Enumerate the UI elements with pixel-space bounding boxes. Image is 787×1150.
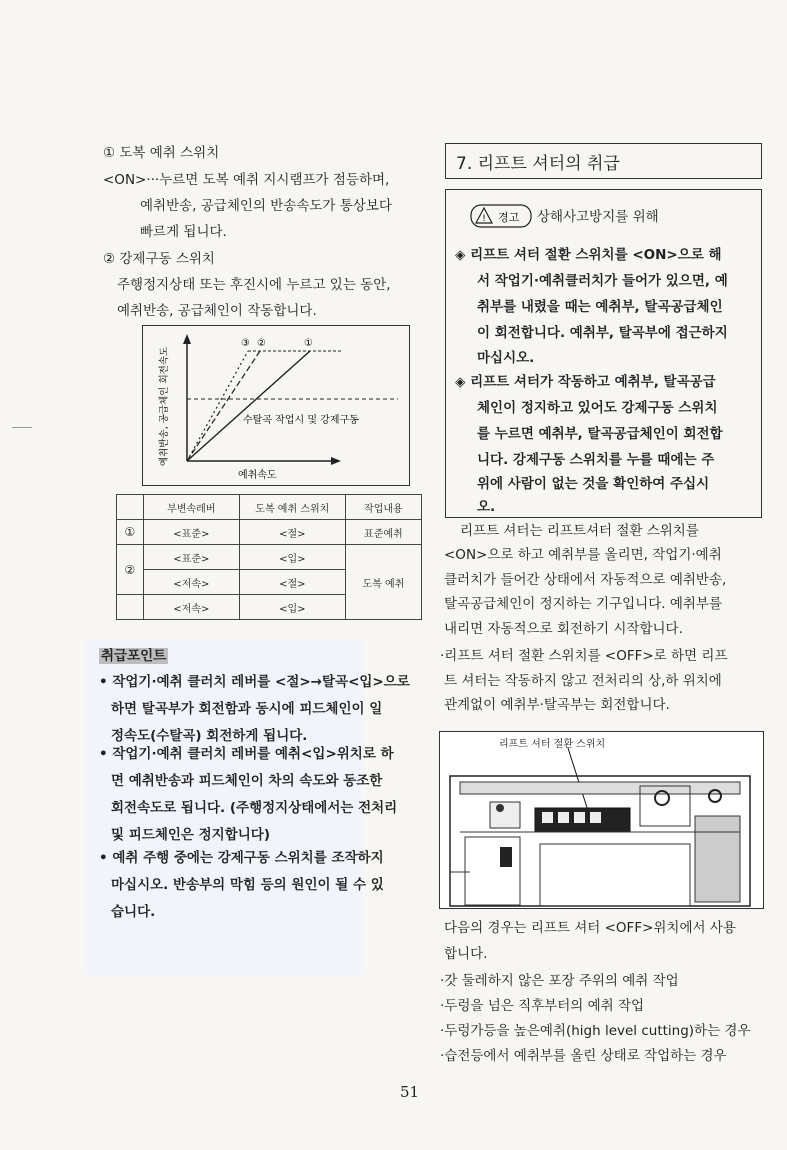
graph-x-label: 예취속도 [238, 470, 277, 481]
point-line: 및 피드체인은 정지합니다) [111, 827, 271, 843]
caution-badge [470, 204, 532, 232]
table-cell: <저속> [143, 570, 239, 595]
para1-line: <ON>으로 하고 예취부를 올리면, 작업기·예취 [444, 547, 722, 563]
table-cell: 도복 예취 [345, 545, 421, 620]
page-number: 51 [400, 1083, 420, 1101]
caution-badge-svg [470, 204, 532, 228]
row-label: ① [117, 520, 144, 545]
switch1-line: <ON>···누르면 도복 예취 지시램프가 점등하며, [103, 172, 390, 188]
point-line: 정속도(수탈곡) 회전하게 됩니다. [111, 728, 308, 744]
margin-mark [12, 427, 32, 428]
switch1-line: 빠르게 됩니다. [140, 224, 227, 240]
para1-line: 리프트 셔터는 리프트셔터 절환 스위치를 [460, 523, 699, 539]
table-cell: <절> [239, 570, 345, 595]
marker-2: ② [257, 338, 266, 349]
table-cell: <입> [239, 545, 345, 570]
table-row [117, 545, 422, 570]
section-title-box [445, 143, 762, 179]
caution-line: 니다. 강제구동 스위치를 누를 때에는 주 [477, 452, 715, 468]
switch1-line: 예취반송, 공급체인의 반송속도가 통상보다 [140, 198, 392, 214]
table-header: 작업내용 [345, 495, 421, 520]
table-cell: 표준예취 [345, 520, 421, 545]
usage-item: ·습전등에서 예취부를 올린 상태로 작업하는 경우 [440, 1048, 727, 1064]
row-label: ② [117, 545, 144, 595]
para3-line: 합니다. [444, 946, 488, 962]
point-line: • 예취 주행 중에는 강제구동 스위치를 조작하지 [99, 850, 384, 866]
point-line: 마십시오. 반송부의 막힘 등의 원인이 될 수 있 [111, 877, 384, 893]
graph-y-label: 예취반송, 공급체인 회전속도 [159, 346, 170, 466]
point-line: 면 예취반송과 피드체인이 차의 속도와 동조한 [111, 773, 383, 789]
line-3 [187, 351, 248, 461]
caution-line: 이 회전합니다. 예취부, 탈곡부에 접근하지 [477, 325, 728, 341]
points-heading-label: 취급포인트 [101, 648, 167, 664]
point-line: 습니다. [111, 904, 156, 920]
table-cell: <절> [239, 520, 345, 545]
marker-3: ③ [241, 338, 250, 349]
caution-line: 위에 사람이 없는 것을 확인하여 주십시 [477, 476, 710, 492]
switch2-title: ② 강제구동 스위치 [103, 251, 215, 267]
usage-item: ·갓 둘레하지 않은 포장 주위의 예취 작업 [440, 973, 679, 989]
graph-x-arrow [331, 457, 341, 465]
graph-y-arrow [183, 334, 191, 344]
caution-line: 를 누르면 예취부, 탈곡공급체인이 회전합 [477, 426, 723, 442]
machine-drawing [440, 732, 763, 908]
caution-line: 서 작업기·예취클러치가 들어가 있으면, 예 [477, 273, 728, 289]
para1-line: 내리면 자동적으로 회전하기 시작합니다. [444, 621, 683, 637]
para1-line: 클러치가 들어간 상태에서 자동적으로 예취반송, [444, 572, 727, 588]
speed-graph-svg [143, 326, 409, 485]
para3-line: 다음의 경우는 리프트 셔터 <OFF>위치에서 사용 [444, 920, 736, 936]
table-cell: <입> [239, 595, 345, 620]
caution-heading: 상해사고방지를 위해 [537, 209, 659, 225]
section-title: 7. 리프트 셔터의 취급 [456, 154, 620, 174]
table-row [117, 520, 422, 545]
usage-item: ·두렁가등을 높은예취(high level cutting)하는 경우 [440, 1023, 751, 1039]
switch2-line: 예취반송, 공급체인이 작동합니다. [117, 303, 317, 319]
caution-badge-label: 경고 [498, 211, 520, 224]
caution-line: 마십시오. [477, 350, 535, 366]
speed-graph [142, 325, 410, 486]
switch1-title: ① 도복 예취 스위치 [103, 145, 220, 161]
table-cell: <표준> [143, 545, 239, 570]
points-heading [99, 643, 168, 670]
usage-item: ·두렁을 넘은 직후부터의 예취 작업 [440, 998, 645, 1014]
table-header: 도복 예취 스위치 [239, 495, 345, 520]
para1-line: 탈곡공급체인이 정지하는 기구입니다. 예취부를 [444, 596, 722, 612]
caution-line: 체인이 정지하고 있어도 강제구동 스위치 [477, 400, 718, 416]
caution-line: 오. [477, 499, 496, 515]
para2-line: 관계없이 예취부·탈곡부는 회전합니다. [444, 697, 670, 713]
table-cell: <표준> [143, 520, 239, 545]
caution-line: ◈ 리프트 셔터 절환 스위치를 <ON>으로 해 [455, 247, 722, 263]
point-line: 회전속도로 됩니다. (주행정지상태에서는 전처리 [111, 800, 398, 816]
mode-table [116, 494, 422, 620]
point-line: • 작업기·예취 클러치 레버를 <절>→탈곡<입>으로 [99, 674, 410, 690]
switch2-line: 주행정지상태 또는 후진시에 누르고 있는 동안, [117, 277, 391, 293]
point-line: • 작업기·예취 클러치 레버를 예취<입>위치로 하 [99, 746, 394, 762]
para2-line: 트 셔터는 작동하지 않고 전처리의 상,하 위치에 [444, 673, 722, 689]
marker-1: ① [304, 338, 313, 349]
graph-annotation: 수탈곡 작업시 및 강제구동 [243, 415, 359, 426]
table-header-row [117, 495, 422, 520]
para2-line: ·리프트 셔터 절환 스위치를 <OFF>로 하면 리프 [440, 648, 728, 664]
point-line: 하면 탈곡부가 회전함과 동시에 피드체인이 일 [111, 701, 383, 717]
figure-label: 리프트 셔터 절환 스위치 [499, 739, 606, 750]
lift-shutter-figure [439, 731, 764, 909]
table-cell: <저속> [143, 595, 239, 620]
caution-line: 취부를 내렸을 때는 예취부, 탈곡공급체인 [477, 299, 723, 315]
table-header: 부변속레버 [143, 495, 239, 520]
caution-line: ◈ 리프트 셔터가 작동하고 예취부, 탈곡공급 [455, 374, 716, 390]
svg-text:!: ! [482, 214, 486, 224]
